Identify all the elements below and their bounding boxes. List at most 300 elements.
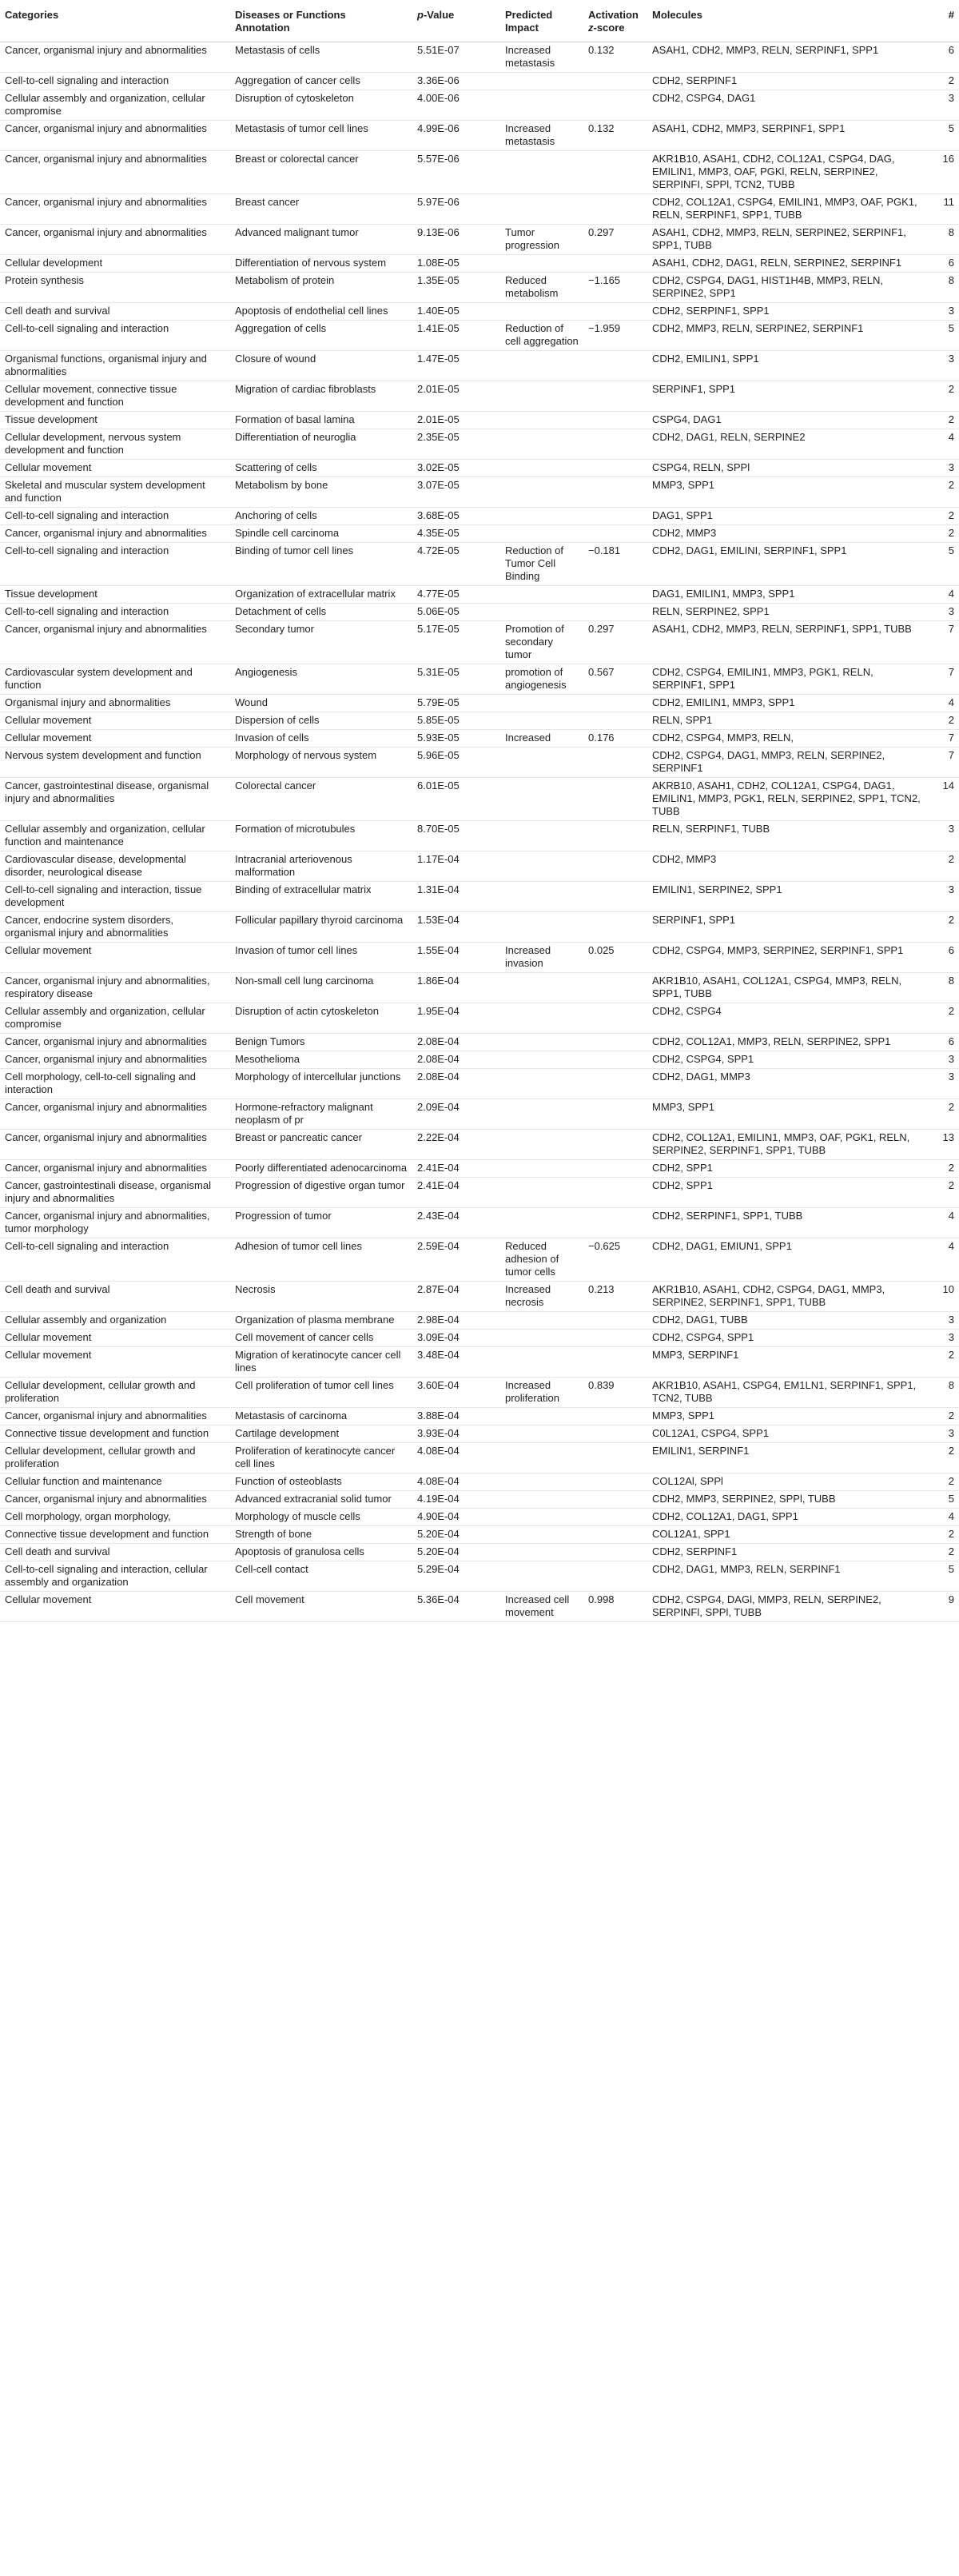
disease-function-cell: Angiogenesis	[230, 664, 412, 695]
molecules-cell: CDH2, MMP3, RELN, SERPINE2, SERPINF1	[647, 321, 927, 351]
p-value-cell: 4.19E-04	[412, 1491, 500, 1509]
molecule-count-cell: 8	[927, 273, 959, 303]
molecules-cell: ASAH1, CDH2, MMP3, RELN, SERPINF1, SPP1, TUBB	[647, 621, 927, 664]
molecule-count-cell: 4	[927, 586, 959, 604]
table-row	[0, 460, 959, 477]
category-cell: Cell-to-cell signaling and interaction	[0, 1238, 230, 1282]
molecule-count-cell: 6	[927, 1034, 959, 1051]
molecules-cell: CDH2, CSPG4, SPP1	[647, 1330, 927, 1347]
table-row	[0, 1426, 959, 1443]
disease-function-cell: Formation of microtubules	[230, 821, 412, 851]
predicted-impact-cell	[500, 1099, 583, 1130]
molecules-cell: SERPINF1, SPP1	[647, 381, 927, 412]
category-cell: Cancer, organismal injury and abnormalities	[0, 1408, 230, 1426]
p-value-cell: 1.53E-04	[412, 912, 500, 943]
table-row	[0, 1003, 959, 1034]
predicted-impact-cell	[500, 851, 583, 882]
category-cell: Cancer, endocrine system disorders, organismal injury and abnormalities	[0, 912, 230, 943]
predicted-impact-cell	[500, 586, 583, 604]
category-cell: Cell-to-cell signaling and interaction, cellular assembly and organization	[0, 1561, 230, 1592]
predicted-impact-cell	[500, 477, 583, 508]
z-score-cell: 0.025	[583, 943, 647, 973]
category-cell: Cell-to-cell signaling and interaction	[0, 321, 230, 351]
disease-function-cell: Metastasis of cells	[230, 42, 412, 73]
table-row	[0, 1408, 959, 1426]
z-score-cell	[583, 973, 647, 1003]
molecules-cell: CDH2, COL12A1, CSPG4, EMILIN1, MMP3, OAF, PGK1, RELN, SERPINF1, SPP1, TUBB	[647, 194, 927, 225]
table-row	[0, 42, 959, 73]
predicted-impact-cell	[500, 1178, 583, 1208]
p-value-cell: 5.51E-07	[412, 42, 500, 73]
disease-function-cell: Metastasis of carcinoma	[230, 1408, 412, 1426]
predicted-impact-cell: Increased necrosis	[500, 1282, 583, 1312]
disease-function-cell: Cell movement	[230, 1592, 412, 1622]
molecule-count-cell: 7	[927, 621, 959, 664]
z-score-cell	[583, 1330, 647, 1347]
table-row	[0, 882, 959, 912]
molecule-count-cell: 2	[927, 381, 959, 412]
category-cell: Cancer, organismal injury and abnormalities	[0, 194, 230, 225]
category-cell: Cancer, organismal injury and abnormalities	[0, 151, 230, 194]
predicted-impact-cell: Increased proliferation	[500, 1378, 583, 1408]
molecules-cell: DAG1, EMILIN1, MMP3, SPP1	[647, 586, 927, 604]
category-cell: Cellular assembly and organization, cellular function and maintenance	[0, 821, 230, 851]
molecule-count-cell: 2	[927, 912, 959, 943]
predicted-impact-cell	[500, 1347, 583, 1378]
table-row	[0, 748, 959, 778]
p-value-cell: 4.90E-04	[412, 1509, 500, 1526]
category-cell: Cancer, organismal injury and abnormalities	[0, 1034, 230, 1051]
p-value-cell: 1.41E-05	[412, 321, 500, 351]
z-score-cell	[583, 1561, 647, 1592]
disease-function-cell: Morphology of nervous system	[230, 748, 412, 778]
category-cell: Cell-to-cell signaling and interaction	[0, 508, 230, 525]
p-value-cell: 5.17E-05	[412, 621, 500, 664]
disease-function-cell: Aggregation of cancer cells	[230, 73, 412, 90]
molecule-count-cell: 4	[927, 1208, 959, 1238]
molecules-cell: CDH2, CSPG4, DAG1, MMP3, RELN, SERPINE2, SERPINF1	[647, 748, 927, 778]
category-cell: Cardiovascular disease, developmental disorder, neurological disease	[0, 851, 230, 882]
predicted-impact-cell	[500, 1443, 583, 1473]
predicted-impact-cell	[500, 778, 583, 821]
molecules-cell: CDH2, MMP3, SERPINE2, SPPl, TUBB	[647, 1491, 927, 1509]
disease-function-cell: Cell proliferation of tumor cell lines	[230, 1378, 412, 1408]
z-score-cell	[583, 1491, 647, 1509]
z-score-cell: 0.132	[583, 121, 647, 151]
molecules-cell: RELN, SERPINE2, SPP1	[647, 604, 927, 621]
molecules-cell: RELN, SERPINF1, TUBB	[647, 821, 927, 851]
predicted-impact-cell	[500, 1473, 583, 1491]
disease-function-cell: Strength of bone	[230, 1526, 412, 1544]
predicted-impact-cell	[500, 1003, 583, 1034]
category-cell: Cellular assembly and organization, cellular compromise	[0, 90, 230, 121]
p-value-cell: 3.68E-05	[412, 508, 500, 525]
category-cell: Cancer, organismal injury and abnormalities, tumor morphology	[0, 1208, 230, 1238]
molecule-count-cell: 3	[927, 821, 959, 851]
table-row	[0, 1561, 959, 1592]
predicted-impact-cell	[500, 381, 583, 412]
table-row	[0, 695, 959, 712]
table-header-row	[0, 0, 959, 42]
molecules-cell: CDH2, CSPG4, MMP3, RELN,	[647, 730, 927, 748]
predicted-impact-cell	[500, 412, 583, 429]
disease-function-cell: Migration of keratinocyte cancer cell lines	[230, 1347, 412, 1378]
p-value-cell: 2.87E-04	[412, 1282, 500, 1312]
disease-function-cell: Breast or colorectal cancer	[230, 151, 412, 194]
disease-function-cell: Cartilage development	[230, 1426, 412, 1443]
molecule-count-cell: 3	[927, 604, 959, 621]
z-score-cell	[583, 381, 647, 412]
p-value-cell: 2.59E-04	[412, 1238, 500, 1282]
disease-function-cell: Metabolism of protein	[230, 273, 412, 303]
molecules-cell: ASAH1, CDH2, DAG1, RELN, SERPINE2, SERPINF1	[647, 255, 927, 273]
molecules-cell: CSPG4, RELN, SPPl	[647, 460, 927, 477]
z-score-cell: −1.959	[583, 321, 647, 351]
header-count: #	[927, 0, 959, 42]
molecule-count-cell: 7	[927, 748, 959, 778]
molecules-cell: CDH2, DAG1, EMIUN1, SPP1	[647, 1238, 927, 1282]
molecules-cell: RELN, SPP1	[647, 712, 927, 730]
molecules-cell: CDH2, CSPG4, DAGl, MMP3, RELN, SERPINE2, SERPINFl, SPPl, TUBB	[647, 1592, 927, 1622]
category-cell: Cellular movement	[0, 460, 230, 477]
molecule-count-cell: 4	[927, 429, 959, 460]
z-score-cell: −0.181	[583, 543, 647, 586]
category-cell: Cell morphology, cell-to-cell signaling and interaction	[0, 1069, 230, 1099]
category-cell: Cancer, organismal injury and abnormalities	[0, 225, 230, 255]
p-value-cell: 2.43E-04	[412, 1208, 500, 1238]
molecule-count-cell: 5	[927, 1491, 959, 1509]
table-row	[0, 586, 959, 604]
molecules-cell: CDH2, DAG1, EMILINI, SERPINF1, SPP1	[647, 543, 927, 586]
molecule-count-cell: 2	[927, 1408, 959, 1426]
table-row	[0, 1282, 959, 1312]
disease-function-cell: Breast or pancreatic cancer	[230, 1130, 412, 1160]
molecule-count-cell: 2	[927, 1003, 959, 1034]
molecules-cell: CDH2, CSPG4, SPP1	[647, 1051, 927, 1069]
p-value-cell: 1.86E-04	[412, 973, 500, 1003]
p-value-cell: 3.88E-04	[412, 1408, 500, 1426]
p-value-cell: 3.48E-04	[412, 1347, 500, 1378]
category-cell: Cell-to-cell signaling and interaction	[0, 543, 230, 586]
predicted-impact-cell	[500, 1526, 583, 1544]
table-row	[0, 194, 959, 225]
table-row	[0, 1526, 959, 1544]
z-score-cell: 0.297	[583, 621, 647, 664]
predicted-impact-cell	[500, 1491, 583, 1509]
molecules-cell: CDH2, CSPG4, EMILIN1, MMP3, PGK1, RELN, SERPINF1, SPP1	[647, 664, 927, 695]
disease-function-cell: Organization of plasma membrane	[230, 1312, 412, 1330]
category-cell: Cell-to-cell signaling and interaction, tissue development	[0, 882, 230, 912]
disease-function-cell: Advanced extracranial solid tumor	[230, 1491, 412, 1509]
table-row	[0, 303, 959, 321]
predicted-impact-cell	[500, 351, 583, 381]
molecules-cell: CDH2, COL12A1, MMP3, RELN, SERPINE2, SPP1	[647, 1034, 927, 1051]
molecules-cell: CDH2, SERPINF1	[647, 73, 927, 90]
disease-function-cell: Disruption of actin cytoskeleton	[230, 1003, 412, 1034]
p-value-cell: 4.08E-04	[412, 1473, 500, 1491]
category-cell: Cellular development, cellular growth and proliferation	[0, 1443, 230, 1473]
category-cell: Cancer, organismal injury and abnormalities	[0, 1130, 230, 1160]
disease-function-cell: Metastasis of tumor cell lines	[230, 121, 412, 151]
table-row	[0, 273, 959, 303]
molecule-count-cell: 3	[927, 1312, 959, 1330]
category-cell: Cellular movement	[0, 1592, 230, 1622]
table-row	[0, 477, 959, 508]
molecules-cell: AKR1B10, ASAH1, CSPG4, EM1LN1, SERPINF1, SPP1, TCN2, TUBB	[647, 1378, 927, 1408]
disease-function-cell: Scattering of cells	[230, 460, 412, 477]
predicted-impact-cell: Increased metastasis	[500, 121, 583, 151]
molecules-cell: CDH2, COL12A1, EMILIN1, MMP3, OAF, PGK1, RELN, SERPINE2, SERPINF1, SPP1, TUBB	[647, 1130, 927, 1160]
p-value-cell: 5.93E-05	[412, 730, 500, 748]
table-row	[0, 912, 959, 943]
molecule-count-cell: 4	[927, 1509, 959, 1526]
disease-function-cell: Progression of tumor	[230, 1208, 412, 1238]
header-activation-z-score: Activation z-score	[583, 0, 647, 42]
p-value-cell: 2.08E-04	[412, 1034, 500, 1051]
z-score-cell	[583, 477, 647, 508]
z-score-cell	[583, 151, 647, 194]
predicted-impact-cell	[500, 821, 583, 851]
molecules-cell: CDH2, DAG1, RELN, SERPINE2	[647, 429, 927, 460]
disease-function-cell: Intracranial arteriovenous malformation	[230, 851, 412, 882]
molecules-cell: ASAH1, CDH2, MMP3, SERPINF1, SPP1	[647, 121, 927, 151]
predicted-impact-cell	[500, 1034, 583, 1051]
disease-function-cell: Follicular papillary thyroid carcinoma	[230, 912, 412, 943]
p-value-cell: 1.17E-04	[412, 851, 500, 882]
table-row	[0, 1034, 959, 1051]
predicted-impact-cell	[500, 1312, 583, 1330]
table-row	[0, 381, 959, 412]
molecules-cell: ASAH1, CDH2, MMP3, RELN, SERPINE2, SERPINF1, SPP1, TUBB	[647, 225, 927, 255]
table-row	[0, 943, 959, 973]
p-value-cell: 5.96E-05	[412, 748, 500, 778]
table-row	[0, 973, 959, 1003]
z-score-cell	[583, 1408, 647, 1426]
p-value-cell: 3.02E-05	[412, 460, 500, 477]
category-cell: Cell death and survival	[0, 1544, 230, 1561]
table-row	[0, 1330, 959, 1347]
p-value-cell: 4.00E-06	[412, 90, 500, 121]
molecule-count-cell: 8	[927, 1378, 959, 1408]
molecule-count-cell: 4	[927, 695, 959, 712]
z-score-cell	[583, 508, 647, 525]
molecules-cell: CDH2, COL12A1, DAG1, SPP1	[647, 1509, 927, 1526]
predicted-impact-cell: Increased metastasis	[500, 42, 583, 73]
p-value-cell: 5.29E-04	[412, 1561, 500, 1592]
molecule-count-cell: 6	[927, 255, 959, 273]
disease-function-cell: Colorectal cancer	[230, 778, 412, 821]
z-score-cell	[583, 1051, 647, 1069]
table-row	[0, 621, 959, 664]
z-score-cell: 0.132	[583, 42, 647, 73]
category-cell: Cancer, gastrointestinali disease, organismal injury and abnormalities	[0, 1178, 230, 1208]
category-cell: Cancer, organismal injury and abnormalities	[0, 42, 230, 73]
predicted-impact-cell	[500, 460, 583, 477]
disease-function-cell: Closure of wound	[230, 351, 412, 381]
table-row	[0, 429, 959, 460]
category-cell: Cell death and survival	[0, 1282, 230, 1312]
z-score-cell	[583, 525, 647, 543]
p-value-cell: 2.41E-04	[412, 1178, 500, 1208]
molecule-count-cell: 11	[927, 194, 959, 225]
z-score-cell	[583, 1312, 647, 1330]
table-row	[0, 508, 959, 525]
disease-function-cell: Cell movement of cancer cells	[230, 1330, 412, 1347]
molecule-count-cell: 2	[927, 851, 959, 882]
table-row	[0, 1443, 959, 1473]
disease-function-cell: Disruption of cytoskeleton	[230, 90, 412, 121]
z-score-cell	[583, 912, 647, 943]
p-value-cell: 5.97E-06	[412, 194, 500, 225]
table-row	[0, 1208, 959, 1238]
z-score-cell	[583, 303, 647, 321]
z-score-cell	[583, 748, 647, 778]
category-cell: Cellular movement	[0, 1347, 230, 1378]
category-cell: Cancer, organismal injury and abnormalities	[0, 1051, 230, 1069]
predicted-impact-cell	[500, 508, 583, 525]
z-score-cell	[583, 1099, 647, 1130]
molecules-cell: CDH2, SERPINF1	[647, 1544, 927, 1561]
table-row	[0, 351, 959, 381]
category-cell: Cellular movement	[0, 943, 230, 973]
molecule-count-cell: 3	[927, 90, 959, 121]
molecules-cell: MMP3, SERPINF1	[647, 1347, 927, 1378]
predicted-impact-cell	[500, 1509, 583, 1526]
molecule-count-cell: 2	[927, 1178, 959, 1208]
molecules-cell: AKRB10, ASAH1, CDH2, COL12A1, CSPG4, DAG1, EMILIN1, MMP3, PGK1, RELN, SERPINE2, SPP1, TCN2, TUBB	[647, 778, 927, 821]
disease-function-cell: Apoptosis of endothelial cell lines	[230, 303, 412, 321]
predicted-impact-cell	[500, 1561, 583, 1592]
predicted-impact-cell: promotion of angiogenesis	[500, 664, 583, 695]
p-value-cell: 1.31E-04	[412, 882, 500, 912]
p-value-cell: 9.13E-06	[412, 225, 500, 255]
category-cell: Cellular movement, connective tissue development and function	[0, 381, 230, 412]
z-score-cell: 0.567	[583, 664, 647, 695]
z-score-cell	[583, 351, 647, 381]
disease-function-cell: Aggregation of cells	[230, 321, 412, 351]
disease-function-cell: Proliferation of keratinocyte cancer cell lines	[230, 1443, 412, 1473]
predicted-impact-cell	[500, 1160, 583, 1178]
molecules-cell: ASAH1, CDH2, MMP3, RELN, SERPINF1, SPP1	[647, 42, 927, 73]
p-value-cell: 4.99E-06	[412, 121, 500, 151]
category-cell: Cellular assembly and organization	[0, 1312, 230, 1330]
predicted-impact-cell	[500, 882, 583, 912]
category-cell: Cellular development, cellular growth and proliferation	[0, 1378, 230, 1408]
p-value-cell: 3.60E-04	[412, 1378, 500, 1408]
category-cell: Cellular development	[0, 255, 230, 273]
predicted-impact-cell: Increased cell movement	[500, 1592, 583, 1622]
z-score-cell	[583, 1003, 647, 1034]
category-cell: Cancer, organismal injury and abnormalities	[0, 1160, 230, 1178]
p-value-cell: 2.01E-05	[412, 412, 500, 429]
disease-function-cell: Apoptosis of granulosa cells	[230, 1544, 412, 1561]
molecules-cell: EMILIN1, SERPINE2, SPP1	[647, 882, 927, 912]
predicted-impact-cell	[500, 194, 583, 225]
predicted-impact-cell	[500, 73, 583, 90]
predicted-impact-cell	[500, 1069, 583, 1099]
z-score-cell: 0.297	[583, 225, 647, 255]
p-value-cell: 5.20E-04	[412, 1544, 500, 1561]
p-value-cell: 2.22E-04	[412, 1130, 500, 1160]
table-row	[0, 1509, 959, 1526]
disease-function-cell: Benign Tumors	[230, 1034, 412, 1051]
z-score-cell	[583, 1526, 647, 1544]
z-score-cell	[583, 460, 647, 477]
molecule-count-cell: 2	[927, 477, 959, 508]
molecules-cell: COL12A1, SPP1	[647, 1526, 927, 1544]
molecule-count-cell: 3	[927, 1051, 959, 1069]
z-score-cell: 0.839	[583, 1378, 647, 1408]
predicted-impact-cell	[500, 695, 583, 712]
disease-function-cell: Necrosis	[230, 1282, 412, 1312]
molecule-count-cell: 13	[927, 1130, 959, 1160]
disease-function-cell: Advanced malignant tumor	[230, 225, 412, 255]
category-cell: Organismal injury and abnormalities	[0, 695, 230, 712]
molecule-count-cell: 7	[927, 664, 959, 695]
molecule-count-cell: 2	[927, 1473, 959, 1491]
disease-function-cell: Non-small cell lung carcinoma	[230, 973, 412, 1003]
disease-function-cell: Morphology of intercellular junctions	[230, 1069, 412, 1099]
z-score-cell	[583, 586, 647, 604]
molecules-cell: CDH2, MMP3	[647, 525, 927, 543]
z-score-cell	[583, 412, 647, 429]
predicted-impact-cell	[500, 429, 583, 460]
category-cell: Protein synthesis	[0, 273, 230, 303]
disease-function-cell: Differentiation of nervous system	[230, 255, 412, 273]
p-value-cell: 8.70E-05	[412, 821, 500, 851]
predicted-impact-cell: Increased	[500, 730, 583, 748]
z-score-cell	[583, 712, 647, 730]
molecule-count-cell: 2	[927, 1099, 959, 1130]
molecules-cell: CDH2, EMILIN1, MMP3, SPP1	[647, 695, 927, 712]
predicted-impact-cell: Reduced metabolism	[500, 273, 583, 303]
molecule-count-cell: 2	[927, 508, 959, 525]
molecule-count-cell: 2	[927, 412, 959, 429]
predicted-impact-cell	[500, 912, 583, 943]
molecules-cell: CDH2, DAG1, MMP3, RELN, SERPINF1	[647, 1561, 927, 1592]
molecules-cell: CDH2, SERPINF1, SPP1	[647, 303, 927, 321]
predicted-impact-cell	[500, 525, 583, 543]
molecule-count-cell: 8	[927, 225, 959, 255]
table-row	[0, 1491, 959, 1509]
molecules-cell: AKR1B10, ASAH1, COL12A1, CSPG4, MMP3, RELN, SPP1, TUBB	[647, 973, 927, 1003]
molecule-count-cell: 2	[927, 1544, 959, 1561]
header-predicted-impact: Predicted Impact	[500, 0, 583, 42]
table-row	[0, 255, 959, 273]
table-row	[0, 1051, 959, 1069]
disease-function-cell: Spindle cell carcinoma	[230, 525, 412, 543]
molecules-cell: AKR1B10, ASAH1, CDH2, COL12A1, CSPG4, DAG, EMILIN1, MMP3, OAF, PGKl, RELN, SERPINE2, SERPINFI, SPPl, TCN2, TUBB	[647, 151, 927, 194]
disease-function-cell: Wound	[230, 695, 412, 712]
category-cell: Cancer, organismal injury and abnormalities	[0, 621, 230, 664]
molecule-count-cell: 8	[927, 973, 959, 1003]
z-score-cell	[583, 1426, 647, 1443]
category-cell: Cancer, gastrointestinal disease, organismal injury and abnormalities	[0, 778, 230, 821]
category-cell: Cell-to-cell signaling and interaction	[0, 604, 230, 621]
molecule-count-cell: 3	[927, 351, 959, 381]
table-row	[0, 1099, 959, 1130]
p-value-cell: 1.55E-04	[412, 943, 500, 973]
molecule-count-cell: 10	[927, 1282, 959, 1312]
molecules-cell: CDH2, SPP1	[647, 1178, 927, 1208]
molecule-count-cell: 9	[927, 1592, 959, 1622]
molecule-count-cell: 3	[927, 303, 959, 321]
table-row	[0, 712, 959, 730]
molecule-count-cell: 5	[927, 121, 959, 151]
molecule-count-cell: 2	[927, 712, 959, 730]
z-score-cell	[583, 429, 647, 460]
z-score-cell	[583, 194, 647, 225]
